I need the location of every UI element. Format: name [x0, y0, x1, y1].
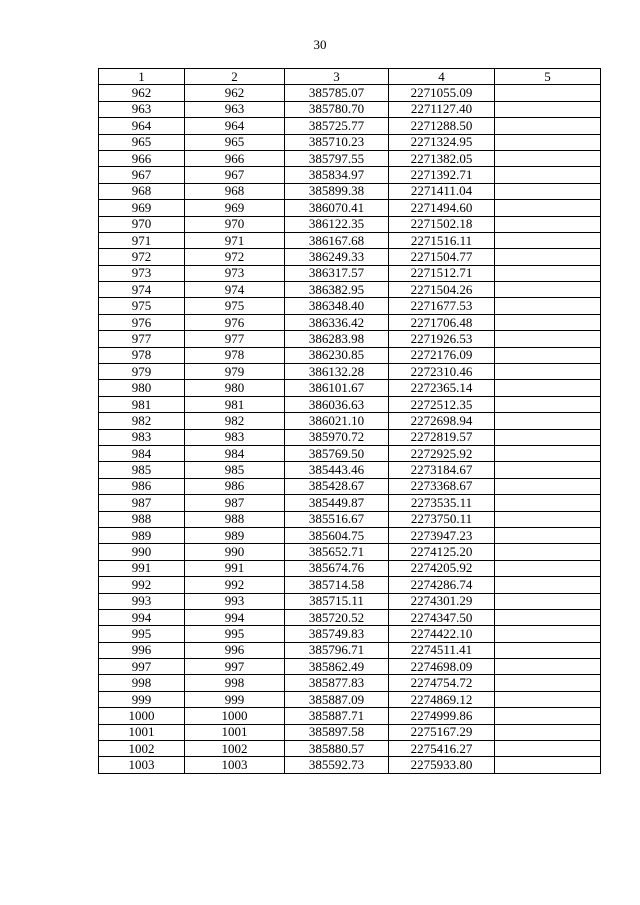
table-cell — [495, 331, 601, 347]
table-cell: 980 — [99, 380, 185, 396]
table-cell: 971 — [185, 232, 285, 248]
column-header-2: 2 — [185, 69, 285, 85]
table-row — [99, 396, 601, 412]
table-cell: 2274999.86 — [389, 708, 495, 724]
table-cell: 2274869.12 — [389, 691, 495, 707]
table-cell: 2272698.94 — [389, 413, 495, 429]
table-row — [99, 364, 601, 380]
table-row — [99, 626, 601, 642]
table-cell — [495, 150, 601, 166]
table-cell: 2271677.53 — [389, 298, 495, 314]
table-row — [99, 495, 601, 511]
table-cell: 997 — [99, 659, 185, 675]
table-row — [99, 527, 601, 543]
table-cell: 385604.75 — [285, 527, 389, 543]
table-row — [99, 609, 601, 625]
table-cell: 966 — [185, 150, 285, 166]
table-cell: 967 — [185, 167, 285, 183]
table-cell: 2271411.04 — [389, 183, 495, 199]
table-cell: 998 — [99, 675, 185, 691]
table-cell — [495, 642, 601, 658]
table-cell: 385592.73 — [285, 757, 389, 773]
table-cell: 962 — [185, 85, 285, 101]
table-cell: 2274422.10 — [389, 626, 495, 642]
table-cell: 978 — [99, 347, 185, 363]
table-cell: 385720.52 — [285, 609, 389, 625]
table-cell: 385780.70 — [285, 101, 389, 117]
column-header-3: 3 — [285, 69, 389, 85]
table-cell: 2273535.11 — [389, 495, 495, 511]
table-cell: 2274205.92 — [389, 560, 495, 576]
table-cell: 386382.95 — [285, 282, 389, 298]
table-cell — [495, 396, 601, 412]
table-cell — [495, 347, 601, 363]
table-cell: 992 — [99, 577, 185, 593]
table-cell: 385652.71 — [285, 544, 389, 560]
table-cell: 385714.58 — [285, 577, 389, 593]
table-cell: 385834.97 — [285, 167, 389, 183]
table-cell — [495, 675, 601, 691]
table-cell — [495, 757, 601, 773]
table-cell — [495, 380, 601, 396]
table-cell: 965 — [185, 134, 285, 150]
table-cell: 976 — [99, 314, 185, 330]
table-row — [99, 282, 601, 298]
table-cell: 964 — [185, 118, 285, 134]
column-header-5: 5 — [495, 69, 601, 85]
table-cell: 2271382.05 — [389, 150, 495, 166]
table-cell: 986 — [99, 478, 185, 494]
table-cell: 2274125.20 — [389, 544, 495, 560]
table-row — [99, 642, 601, 658]
table-cell: 385796.71 — [285, 642, 389, 658]
table-cell: 385862.49 — [285, 659, 389, 675]
table-cell: 997 — [185, 659, 285, 675]
table-row — [99, 216, 601, 232]
table-cell — [495, 216, 601, 232]
table-cell — [495, 85, 601, 101]
table-cell: 2271516.11 — [389, 232, 495, 248]
table-cell: 989 — [99, 527, 185, 543]
table-row — [99, 167, 601, 183]
table-cell: 971 — [99, 232, 185, 248]
table-cell: 973 — [99, 265, 185, 281]
table-cell: 973 — [185, 265, 285, 281]
table-cell: 385715.11 — [285, 593, 389, 609]
table-cell: 998 — [185, 675, 285, 691]
table-cell: 386101.67 — [285, 380, 389, 396]
table-cell: 991 — [185, 560, 285, 576]
table-cell: 975 — [99, 298, 185, 314]
table-row — [99, 462, 601, 478]
table-row — [99, 314, 601, 330]
table-cell: 385797.55 — [285, 150, 389, 166]
table-cell: 989 — [185, 527, 285, 543]
table-cell — [495, 691, 601, 707]
page-number: 30 — [313, 37, 327, 52]
table-cell: 2271512.71 — [389, 265, 495, 281]
table-cell: 982 — [185, 413, 285, 429]
table-cell: 2274286.74 — [389, 577, 495, 593]
table-cell: 2274347.50 — [389, 609, 495, 625]
table-cell: 979 — [99, 364, 185, 380]
table-cell: 2273184.67 — [389, 462, 495, 478]
table-cell: 968 — [99, 183, 185, 199]
table-cell: 385897.58 — [285, 724, 389, 740]
table-cell: 979 — [185, 364, 285, 380]
table-cell: 968 — [185, 183, 285, 199]
table-cell — [495, 101, 601, 117]
table-cell — [495, 200, 601, 216]
table-cell — [495, 249, 601, 265]
table-cell: 976 — [185, 314, 285, 330]
table-row — [99, 380, 601, 396]
table-row — [99, 593, 601, 609]
table-cell: 2272310.46 — [389, 364, 495, 380]
table-cell: 2271926.53 — [389, 331, 495, 347]
table-cell: 385880.57 — [285, 741, 389, 757]
table-cell: 987 — [99, 495, 185, 511]
table-cell: 986 — [185, 478, 285, 494]
table-cell: 386021.10 — [285, 413, 389, 429]
table-cell: 991 — [99, 560, 185, 576]
table-cell: 386283.98 — [285, 331, 389, 347]
table-cell — [495, 429, 601, 445]
table-row — [99, 298, 601, 314]
table-cell: 996 — [185, 642, 285, 658]
table-row — [99, 265, 601, 281]
table-cell: 983 — [185, 429, 285, 445]
table-cell — [495, 445, 601, 461]
table-cell: 967 — [99, 167, 185, 183]
table-row — [99, 183, 601, 199]
table-cell — [495, 413, 601, 429]
table-cell — [495, 708, 601, 724]
table-header — [99, 69, 601, 85]
table-cell — [495, 364, 601, 380]
table-cell: 2271288.50 — [389, 118, 495, 134]
table-cell: 385887.71 — [285, 708, 389, 724]
table-cell: 993 — [99, 593, 185, 609]
table-cell: 1003 — [185, 757, 285, 773]
table-cell: 386070.41 — [285, 200, 389, 216]
table-cell: 983 — [99, 429, 185, 445]
table-cell: 1002 — [99, 741, 185, 757]
table-row — [99, 511, 601, 527]
table-cell: 995 — [99, 626, 185, 642]
table-cell: 386132.28 — [285, 364, 389, 380]
table-cell: 982 — [99, 413, 185, 429]
table-cell: 2272819.57 — [389, 429, 495, 445]
table-cell: 990 — [185, 544, 285, 560]
table-row — [99, 429, 601, 445]
table-cell — [495, 118, 601, 134]
table-cell: 385749.83 — [285, 626, 389, 642]
table-row — [99, 118, 601, 134]
table-cell: 984 — [185, 445, 285, 461]
table-cell: 992 — [185, 577, 285, 593]
table-cell — [495, 527, 601, 543]
table-row — [99, 347, 601, 363]
table-cell: 2274698.09 — [389, 659, 495, 675]
table-cell — [495, 462, 601, 478]
table-cell: 2272176.09 — [389, 347, 495, 363]
table-cell: 386317.57 — [285, 265, 389, 281]
table-cell: 385516.67 — [285, 511, 389, 527]
table-cell: 981 — [185, 396, 285, 412]
table-cell: 969 — [185, 200, 285, 216]
table-cell — [495, 282, 601, 298]
table-cell: 385899.38 — [285, 183, 389, 199]
table-cell: 2272925.92 — [389, 445, 495, 461]
table-cell: 972 — [185, 249, 285, 265]
table-row — [99, 544, 601, 560]
table-cell: 2275167.29 — [389, 724, 495, 740]
table-cell: 2273368.67 — [389, 478, 495, 494]
table-cell: 2271324.95 — [389, 134, 495, 150]
table-cell: 994 — [99, 609, 185, 625]
table-cell: 385710.23 — [285, 134, 389, 150]
table-cell — [495, 183, 601, 199]
table-cell: 2271392.71 — [389, 167, 495, 183]
table-cell: 987 — [185, 495, 285, 511]
table-cell — [495, 511, 601, 527]
table-row — [99, 101, 601, 117]
table-cell: 994 — [185, 609, 285, 625]
table-body — [99, 85, 601, 773]
table-cell: 385428.67 — [285, 478, 389, 494]
table-cell: 2271502.18 — [389, 216, 495, 232]
table-cell — [495, 626, 601, 642]
table-cell: 988 — [99, 511, 185, 527]
table-cell: 970 — [99, 216, 185, 232]
table-cell: 2272365.14 — [389, 380, 495, 396]
table-cell — [495, 724, 601, 740]
table-cell: 2275933.80 — [389, 757, 495, 773]
table-cell: 999 — [185, 691, 285, 707]
table-cell — [495, 134, 601, 150]
table-cell — [495, 314, 601, 330]
table-cell: 2271706.48 — [389, 314, 495, 330]
table-cell: 977 — [99, 331, 185, 347]
table-cell: 385877.83 — [285, 675, 389, 691]
table-cell: 963 — [185, 101, 285, 117]
table-cell: 2273947.23 — [389, 527, 495, 543]
table-cell — [495, 167, 601, 183]
table-row — [99, 724, 601, 740]
table-cell: 386230.85 — [285, 347, 389, 363]
table-cell — [495, 593, 601, 609]
table-cell: 964 — [99, 118, 185, 134]
table-cell: 966 — [99, 150, 185, 166]
table-row — [99, 445, 601, 461]
table-cell: 2274511.41 — [389, 642, 495, 658]
table-cell: 385887.09 — [285, 691, 389, 707]
table-cell — [495, 495, 601, 511]
table-cell: 974 — [99, 282, 185, 298]
table-cell: 385449.87 — [285, 495, 389, 511]
table-cell: 980 — [185, 380, 285, 396]
table-cell: 385970.72 — [285, 429, 389, 445]
table-cell: 970 — [185, 216, 285, 232]
table-row — [99, 85, 601, 101]
table-cell: 386249.33 — [285, 249, 389, 265]
table-cell: 2271127.40 — [389, 101, 495, 117]
table-cell: 2271504.77 — [389, 249, 495, 265]
table-row — [99, 413, 601, 429]
table-cell: 2272512.35 — [389, 396, 495, 412]
table-row — [99, 708, 601, 724]
table-row — [99, 249, 601, 265]
table-cell: 999 — [99, 691, 185, 707]
table-row — [99, 741, 601, 757]
table-cell: 385674.76 — [285, 560, 389, 576]
table-cell: 981 — [99, 396, 185, 412]
table-cell: 977 — [185, 331, 285, 347]
table-cell — [495, 577, 601, 593]
table-cell: 962 — [99, 85, 185, 101]
table-cell: 978 — [185, 347, 285, 363]
table-row — [99, 757, 601, 773]
table-cell: 974 — [185, 282, 285, 298]
table-row — [99, 134, 601, 150]
table-row — [99, 232, 601, 248]
table-cell: 2271055.09 — [389, 85, 495, 101]
table-cell: 988 — [185, 511, 285, 527]
table-cell — [495, 544, 601, 560]
table-cell: 385725.77 — [285, 118, 389, 134]
table-cell — [495, 478, 601, 494]
table-row — [99, 577, 601, 593]
table-cell: 386336.42 — [285, 314, 389, 330]
table-cell: 385443.46 — [285, 462, 389, 478]
table-cell: 2271494.60 — [389, 200, 495, 216]
table-cell: 1000 — [99, 708, 185, 724]
table-cell: 385769.50 — [285, 445, 389, 461]
table-cell — [495, 298, 601, 314]
table-cell: 1002 — [185, 741, 285, 757]
table-row — [99, 331, 601, 347]
table-cell: 2271504.26 — [389, 282, 495, 298]
table-cell: 996 — [99, 642, 185, 658]
table-cell: 990 — [99, 544, 185, 560]
table-row — [99, 560, 601, 576]
table-cell: 993 — [185, 593, 285, 609]
table-row — [99, 659, 601, 675]
table-cell — [495, 560, 601, 576]
table-row — [99, 675, 601, 691]
table-cell: 969 — [99, 200, 185, 216]
table-cell: 386348.40 — [285, 298, 389, 314]
table-cell — [495, 659, 601, 675]
table-cell: 2274301.29 — [389, 593, 495, 609]
table-cell: 1001 — [185, 724, 285, 740]
table-cell: 386122.35 — [285, 216, 389, 232]
table-cell: 1003 — [99, 757, 185, 773]
column-header-1: 1 — [99, 69, 185, 85]
table-cell: 985 — [185, 462, 285, 478]
table-cell: 2275416.27 — [389, 741, 495, 757]
table-cell: 995 — [185, 626, 285, 642]
table-row — [99, 150, 601, 166]
table-cell: 984 — [99, 445, 185, 461]
table-cell: 385785.07 — [285, 85, 389, 101]
table-cell: 965 — [99, 134, 185, 150]
table-row — [99, 691, 601, 707]
table-cell — [495, 232, 601, 248]
table-row — [99, 478, 601, 494]
table-cell: 963 — [99, 101, 185, 117]
table-cell: 386036.63 — [285, 396, 389, 412]
header-row — [99, 69, 601, 85]
table-cell: 975 — [185, 298, 285, 314]
table-cell: 386167.68 — [285, 232, 389, 248]
table-cell — [495, 609, 601, 625]
table-cell: 1001 — [99, 724, 185, 740]
table-cell: 985 — [99, 462, 185, 478]
table-cell: 972 — [99, 249, 185, 265]
table-cell: 2274754.72 — [389, 675, 495, 691]
coordinates-table — [98, 68, 601, 774]
table-cell — [495, 741, 601, 757]
column-header-4: 4 — [389, 69, 495, 85]
table-cell: 2273750.11 — [389, 511, 495, 527]
table-row — [99, 200, 601, 216]
table-cell: 1000 — [185, 708, 285, 724]
table-cell — [495, 265, 601, 281]
